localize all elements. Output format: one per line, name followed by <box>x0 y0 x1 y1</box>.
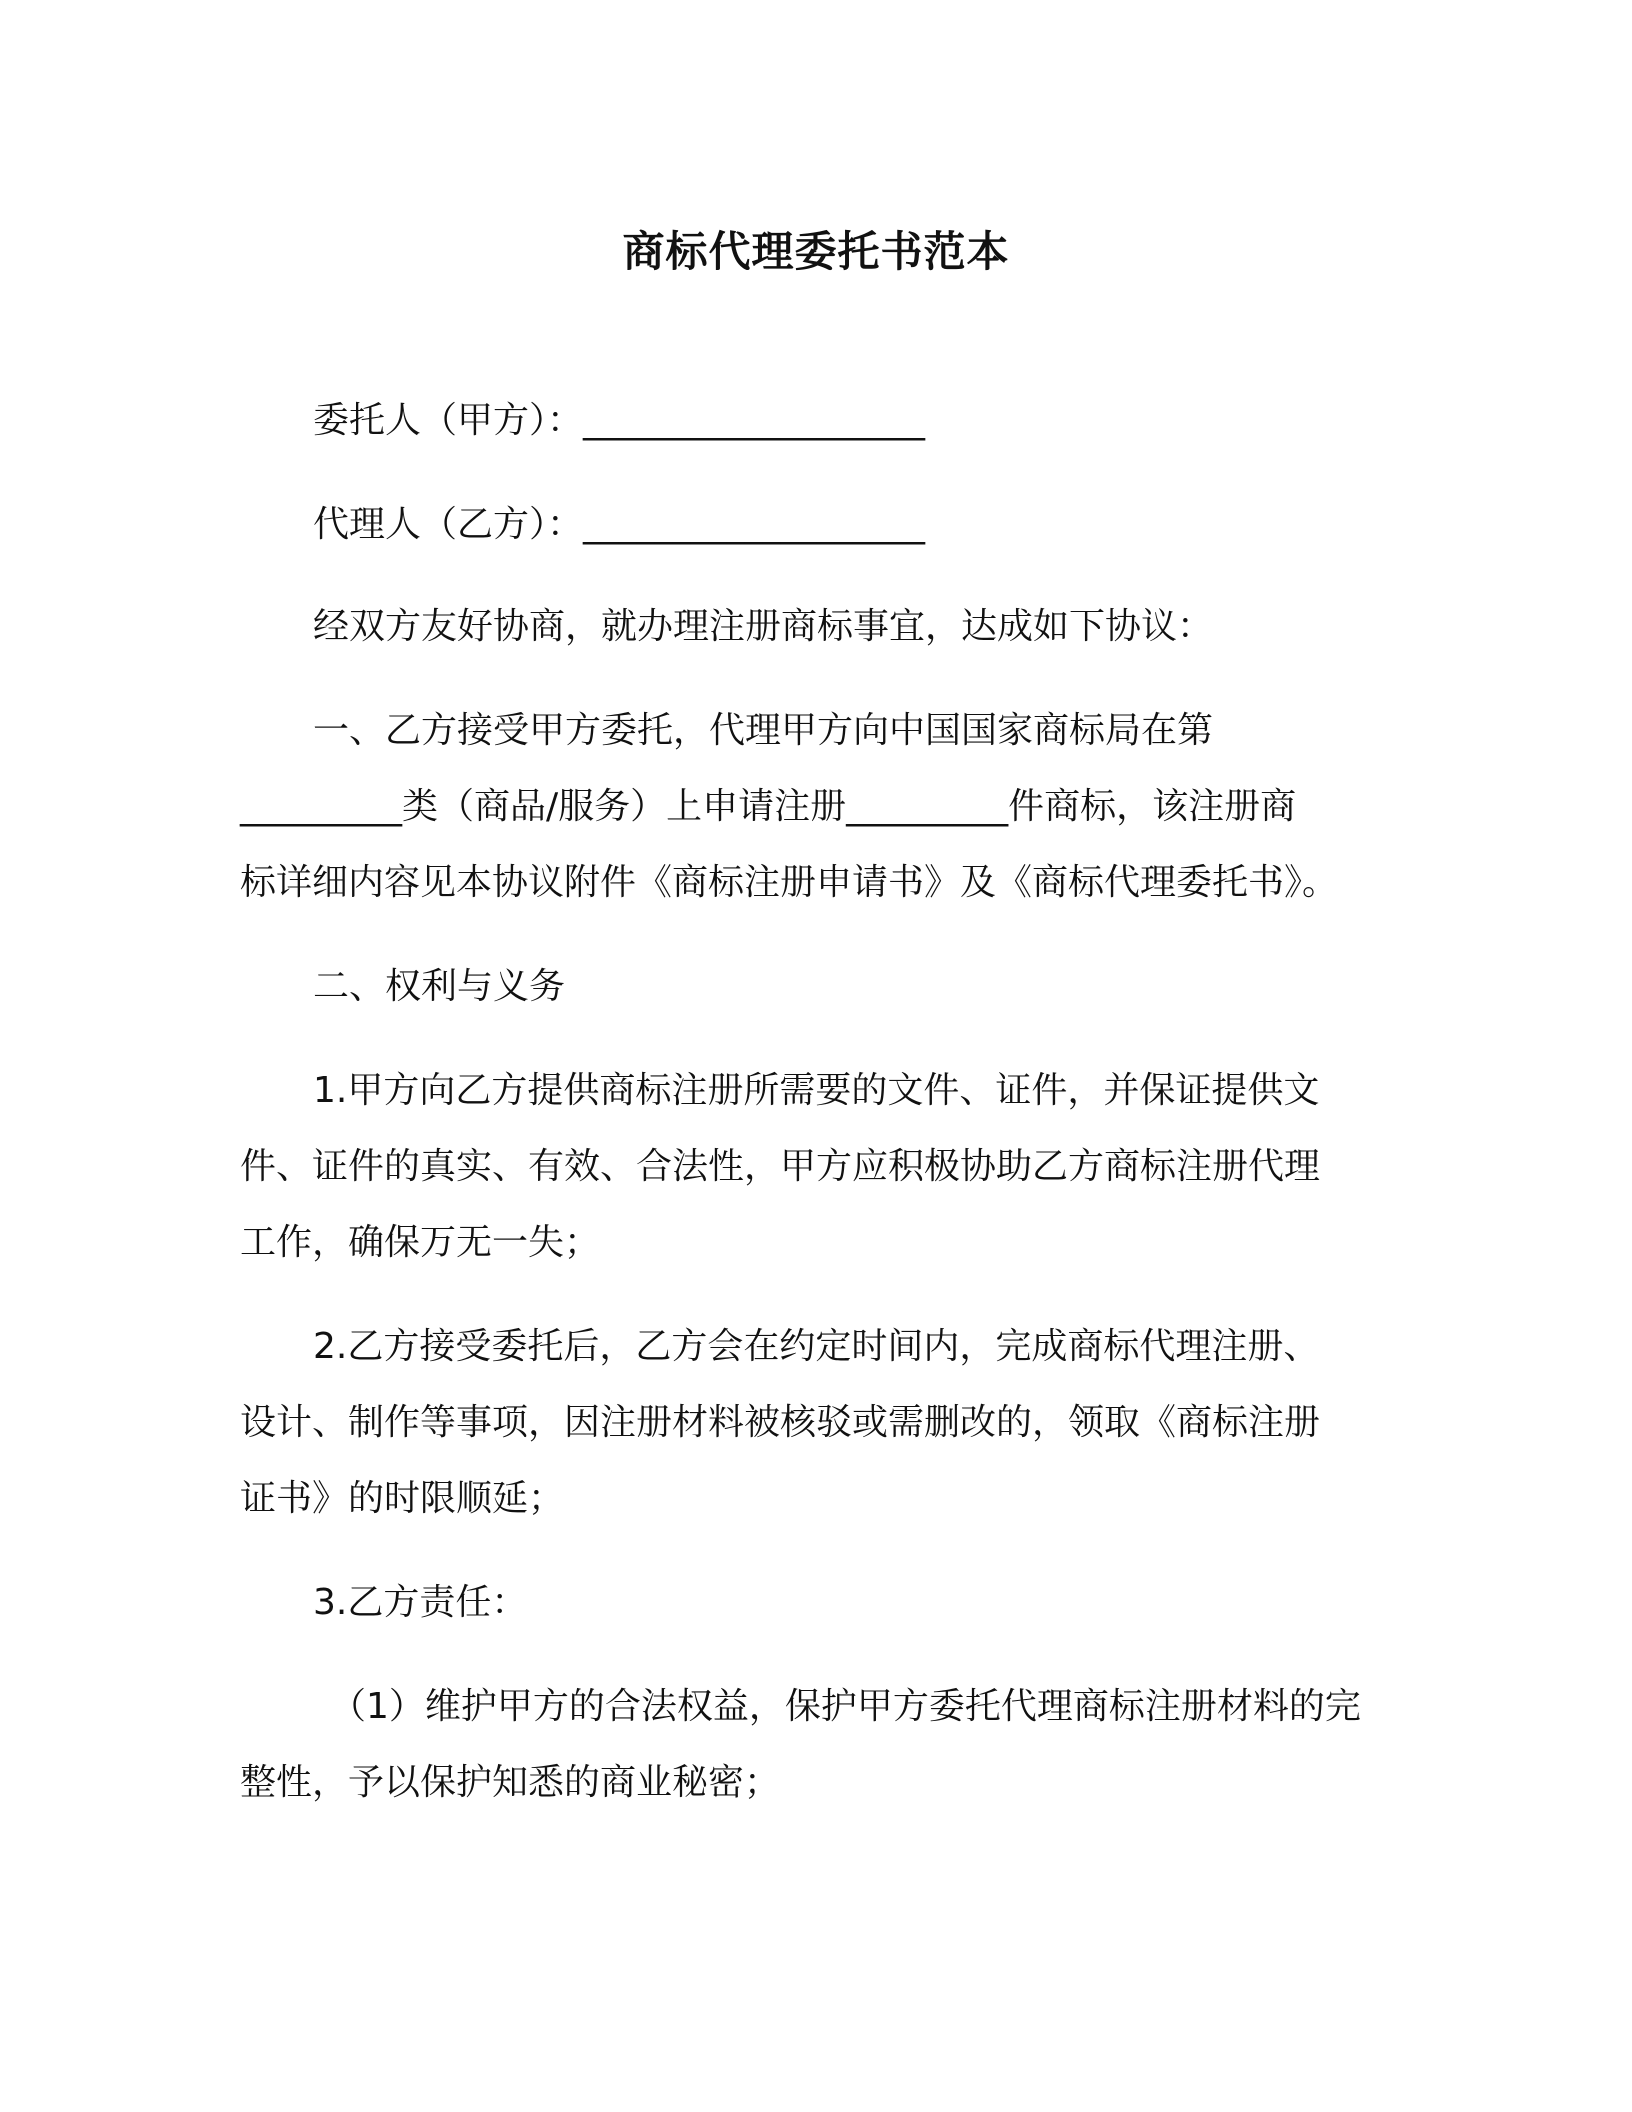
item-3-1-line-1: （1）维护甲方的合法权益，保护甲方委托代理商标注册材料的完 <box>330 1686 1361 1727</box>
clause-1-line-1: 一、乙方接受甲方委托，代理甲方向中国国家商标局在第 <box>313 710 1214 751</box>
client-party-line: 委托人（甲方）：___________________ <box>313 400 926 441</box>
section-2-heading: 二、权利与义务 <box>313 966 566 1007</box>
document-title: 商标代理委托书范本 <box>622 227 1010 276</box>
item-1-line-3: 工作，确保万无一失； <box>240 1222 601 1263</box>
clause-1-line-2: _________类（商品/服务）上申请注册_________件商标，该注册商 <box>240 786 1297 827</box>
agent-party-line: 代理人（乙方）：___________________ <box>313 504 926 545</box>
item-3-heading: 3.乙方责任： <box>313 1582 528 1623</box>
preamble-line: 经双方友好协商，就办理注册商标事宜，达成如下协议： <box>313 606 1214 647</box>
item-2-line-3: 证书》的时限顺延； <box>240 1478 565 1519</box>
item-3-1-line-2: 整性，予以保护知悉的商业秘密； <box>240 1762 781 1803</box>
item-2-line-1: 2.乙方接受委托后，乙方会在约定时间内，完成商标代理注册、 <box>313 1326 1320 1367</box>
item-2-line-2: 设计、制作等事项，因注册材料被核驳或需删改的，领取《商标注册 <box>240 1402 1321 1443</box>
clause-1-line-3: 标详细内容见本协议附件《商标注册申请书》及《商标代理委托书》。 <box>240 862 1339 903</box>
item-1-line-1: 1.甲方向乙方提供商标注册所需要的文件、证件，并保证提供文 <box>313 1070 1320 1111</box>
item-1-line-2: 件、证件的真实、有效、合法性，甲方应积极协助乙方商标注册代理 <box>240 1146 1321 1187</box>
